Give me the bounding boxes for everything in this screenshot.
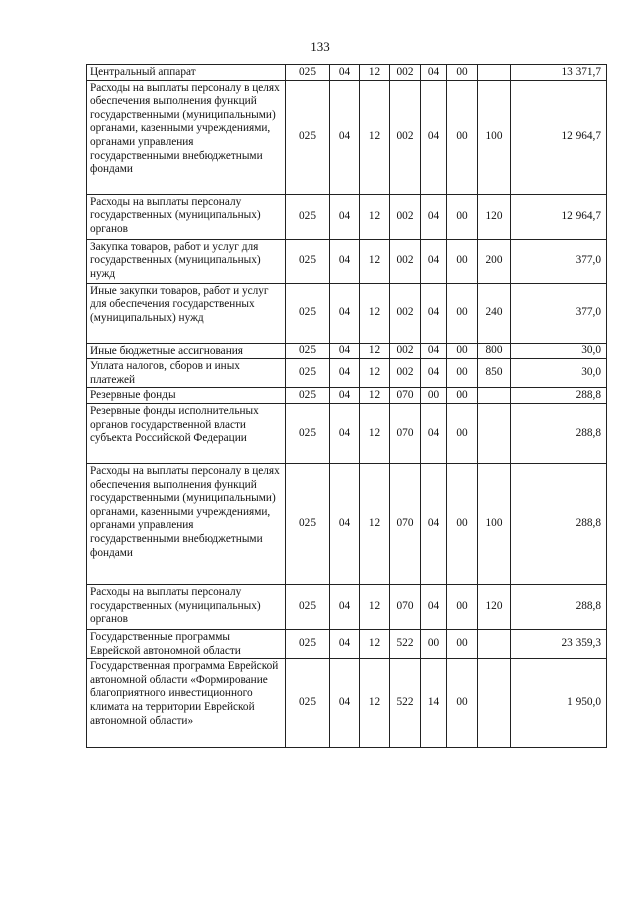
target-direction-code-cell: 00 (447, 659, 478, 748)
target-direction-code-cell: 00 (447, 80, 478, 194)
gr-code-cell: 025 (286, 659, 330, 748)
target-item-code-cell: 522 (390, 659, 421, 748)
subsection-code-cell: 12 (360, 629, 390, 658)
subsection-code-cell: 12 (360, 283, 390, 343)
amount-cell: 288,8 (511, 584, 607, 629)
target-item-code-cell: 002 (390, 194, 421, 239)
target-item-code-cell: 002 (390, 359, 421, 388)
table-row (87, 629, 607, 658)
expense-type-code-cell: 240 (478, 283, 511, 343)
expense-type-code-cell: 850 (478, 359, 511, 388)
target-direction-code-cell: 00 (447, 65, 478, 81)
subsection-code-cell: 12 (360, 659, 390, 748)
row-name-cell: Центральный аппарат (87, 65, 286, 81)
amount-cell: 288,8 (511, 463, 607, 584)
table-row (87, 65, 607, 81)
amount-cell: 377,0 (511, 239, 607, 283)
expense-type-code-cell: 120 (478, 584, 511, 629)
amount-cell: 30,0 (511, 359, 607, 388)
table-row (87, 359, 607, 388)
gr-code-cell: 025 (286, 388, 330, 404)
target-direction-code-cell: 00 (447, 194, 478, 239)
section-code-cell: 04 (330, 359, 360, 388)
row-name-cell: Расходы на выплаты персоналу в целях обеспечения выполнения функций государственными (муниципальными) органами, казенными учреждениями, органами управления государственными внебюджетными фондами (87, 80, 286, 194)
subsection-code-cell: 12 (360, 359, 390, 388)
table-row (87, 239, 607, 283)
row-name-cell: Расходы на выплаты персоналу государственных (муниципальных) органов (87, 194, 286, 239)
expense-type-code-cell (478, 65, 511, 81)
amount-cell: 1 950,0 (511, 659, 607, 748)
gr-code-cell: 025 (286, 403, 330, 463)
expense-type-code-cell: 200 (478, 239, 511, 283)
section-code-cell: 04 (330, 343, 360, 359)
row-name-cell: Государственные программы Еврейской автономной области (87, 629, 286, 658)
section-code-cell: 04 (330, 283, 360, 343)
amount-cell: 377,0 (511, 283, 607, 343)
amount-cell: 23 359,3 (511, 629, 607, 658)
table-row (87, 194, 607, 239)
target-direction-code-cell: 00 (447, 388, 478, 404)
subsection-code-cell: 12 (360, 343, 390, 359)
target-item-code-cell: 002 (390, 239, 421, 283)
gr-code-cell: 025 (286, 359, 330, 388)
table-row (87, 80, 607, 194)
section-code-cell: 04 (330, 659, 360, 748)
target-subitem-code-cell: 04 (421, 584, 447, 629)
row-name-cell: Расходы на выплаты персоналу в целях обеспечения выполнения функций государственными (муниципальными) органами, казенными учреждениями, органами управления государственными внебюджетными фондами (87, 463, 286, 584)
target-item-code-cell: 002 (390, 65, 421, 81)
target-subitem-code-cell: 04 (421, 359, 447, 388)
row-name-cell: Иные закупки товаров, работ и услуг для обеспечения государственных (муниципальных) нужд (87, 283, 286, 343)
target-item-code-cell: 070 (390, 403, 421, 463)
section-code-cell: 04 (330, 629, 360, 658)
gr-code-cell: 025 (286, 239, 330, 283)
gr-code-cell: 025 (286, 584, 330, 629)
section-code-cell: 04 (330, 388, 360, 404)
target-direction-code-cell: 00 (447, 343, 478, 359)
subsection-code-cell: 12 (360, 463, 390, 584)
target-direction-code-cell: 00 (447, 283, 478, 343)
expense-type-code-cell (478, 403, 511, 463)
section-code-cell: 04 (330, 239, 360, 283)
subsection-code-cell: 12 (360, 80, 390, 194)
section-code-cell: 04 (330, 65, 360, 81)
target-subitem-code-cell: 04 (421, 343, 447, 359)
expense-type-code-cell (478, 659, 511, 748)
section-code-cell: 04 (330, 403, 360, 463)
target-subitem-code-cell: 04 (421, 80, 447, 194)
row-name-cell: Иные бюджетные ассигнования (87, 343, 286, 359)
subsection-code-cell: 12 (360, 584, 390, 629)
table-row (87, 403, 607, 463)
table-row (87, 463, 607, 584)
table-row (87, 283, 607, 343)
target-item-code-cell: 522 (390, 629, 421, 658)
target-direction-code-cell: 00 (447, 239, 478, 283)
expense-type-code-cell: 800 (478, 343, 511, 359)
page-number: 133 (310, 39, 330, 54)
target-direction-code-cell: 00 (447, 359, 478, 388)
expense-type-code-cell (478, 388, 511, 404)
amount-cell: 12 964,7 (511, 80, 607, 194)
target-subitem-code-cell: 04 (421, 463, 447, 584)
amount-cell: 12 964,7 (511, 194, 607, 239)
gr-code-cell: 025 (286, 194, 330, 239)
gr-code-cell: 025 (286, 80, 330, 194)
target-subitem-code-cell: 04 (421, 65, 447, 81)
target-subitem-code-cell: 00 (421, 629, 447, 658)
budget-table (86, 64, 607, 748)
table-row (87, 659, 607, 748)
section-code-cell: 04 (330, 463, 360, 584)
section-code-cell: 04 (330, 80, 360, 194)
subsection-code-cell: 12 (360, 388, 390, 404)
expense-type-code-cell: 120 (478, 194, 511, 239)
row-name-cell: Резервные фонды исполнительных органов государственной власти субъекта Российской Федерации (87, 403, 286, 463)
subsection-code-cell: 12 (360, 194, 390, 239)
target-item-code-cell: 002 (390, 343, 421, 359)
amount-cell: 13 371,7 (511, 65, 607, 81)
subsection-code-cell: 12 (360, 65, 390, 81)
subsection-code-cell: 12 (360, 239, 390, 283)
target-subitem-code-cell: 04 (421, 194, 447, 239)
gr-code-cell: 025 (286, 463, 330, 584)
target-item-code-cell: 070 (390, 463, 421, 584)
section-code-cell: 04 (330, 194, 360, 239)
row-name-cell: Государственная программа Еврейской автономной области «Формирование благоприятного инвестиционного климата на территории Еврейской автономной области» (87, 659, 286, 748)
gr-code-cell: 025 (286, 343, 330, 359)
target-item-code-cell: 070 (390, 584, 421, 629)
target-item-code-cell: 070 (390, 388, 421, 404)
target-subitem-code-cell: 14 (421, 659, 447, 748)
amount-cell: 288,8 (511, 388, 607, 404)
table-row (87, 388, 607, 404)
target-item-code-cell: 002 (390, 80, 421, 194)
target-subitem-code-cell: 04 (421, 283, 447, 343)
expense-type-code-cell: 100 (478, 80, 511, 194)
table-row (87, 343, 607, 359)
target-subitem-code-cell: 00 (421, 388, 447, 404)
table-row (87, 584, 607, 629)
expense-type-code-cell (478, 629, 511, 658)
row-name-cell: Уплата налогов, сборов и иных платежей (87, 359, 286, 388)
amount-cell: 30,0 (511, 343, 607, 359)
target-direction-code-cell: 00 (447, 584, 478, 629)
target-subitem-code-cell: 04 (421, 239, 447, 283)
gr-code-cell: 025 (286, 283, 330, 343)
subsection-code-cell: 12 (360, 403, 390, 463)
gr-code-cell: 025 (286, 65, 330, 81)
row-name-cell: Резервные фонды (87, 388, 286, 404)
target-direction-code-cell: 00 (447, 463, 478, 584)
amount-cell: 288,8 (511, 403, 607, 463)
gr-code-cell: 025 (286, 629, 330, 658)
target-direction-code-cell: 00 (447, 629, 478, 658)
row-name-cell: Расходы на выплаты персоналу государственных (муниципальных) органов (87, 584, 286, 629)
target-item-code-cell: 002 (390, 283, 421, 343)
expense-type-code-cell: 100 (478, 463, 511, 584)
target-direction-code-cell: 00 (447, 403, 478, 463)
target-subitem-code-cell: 04 (421, 403, 447, 463)
section-code-cell: 04 (330, 584, 360, 629)
row-name-cell: Закупка товаров, работ и услуг для государственных (муниципальных) нужд (87, 239, 286, 283)
